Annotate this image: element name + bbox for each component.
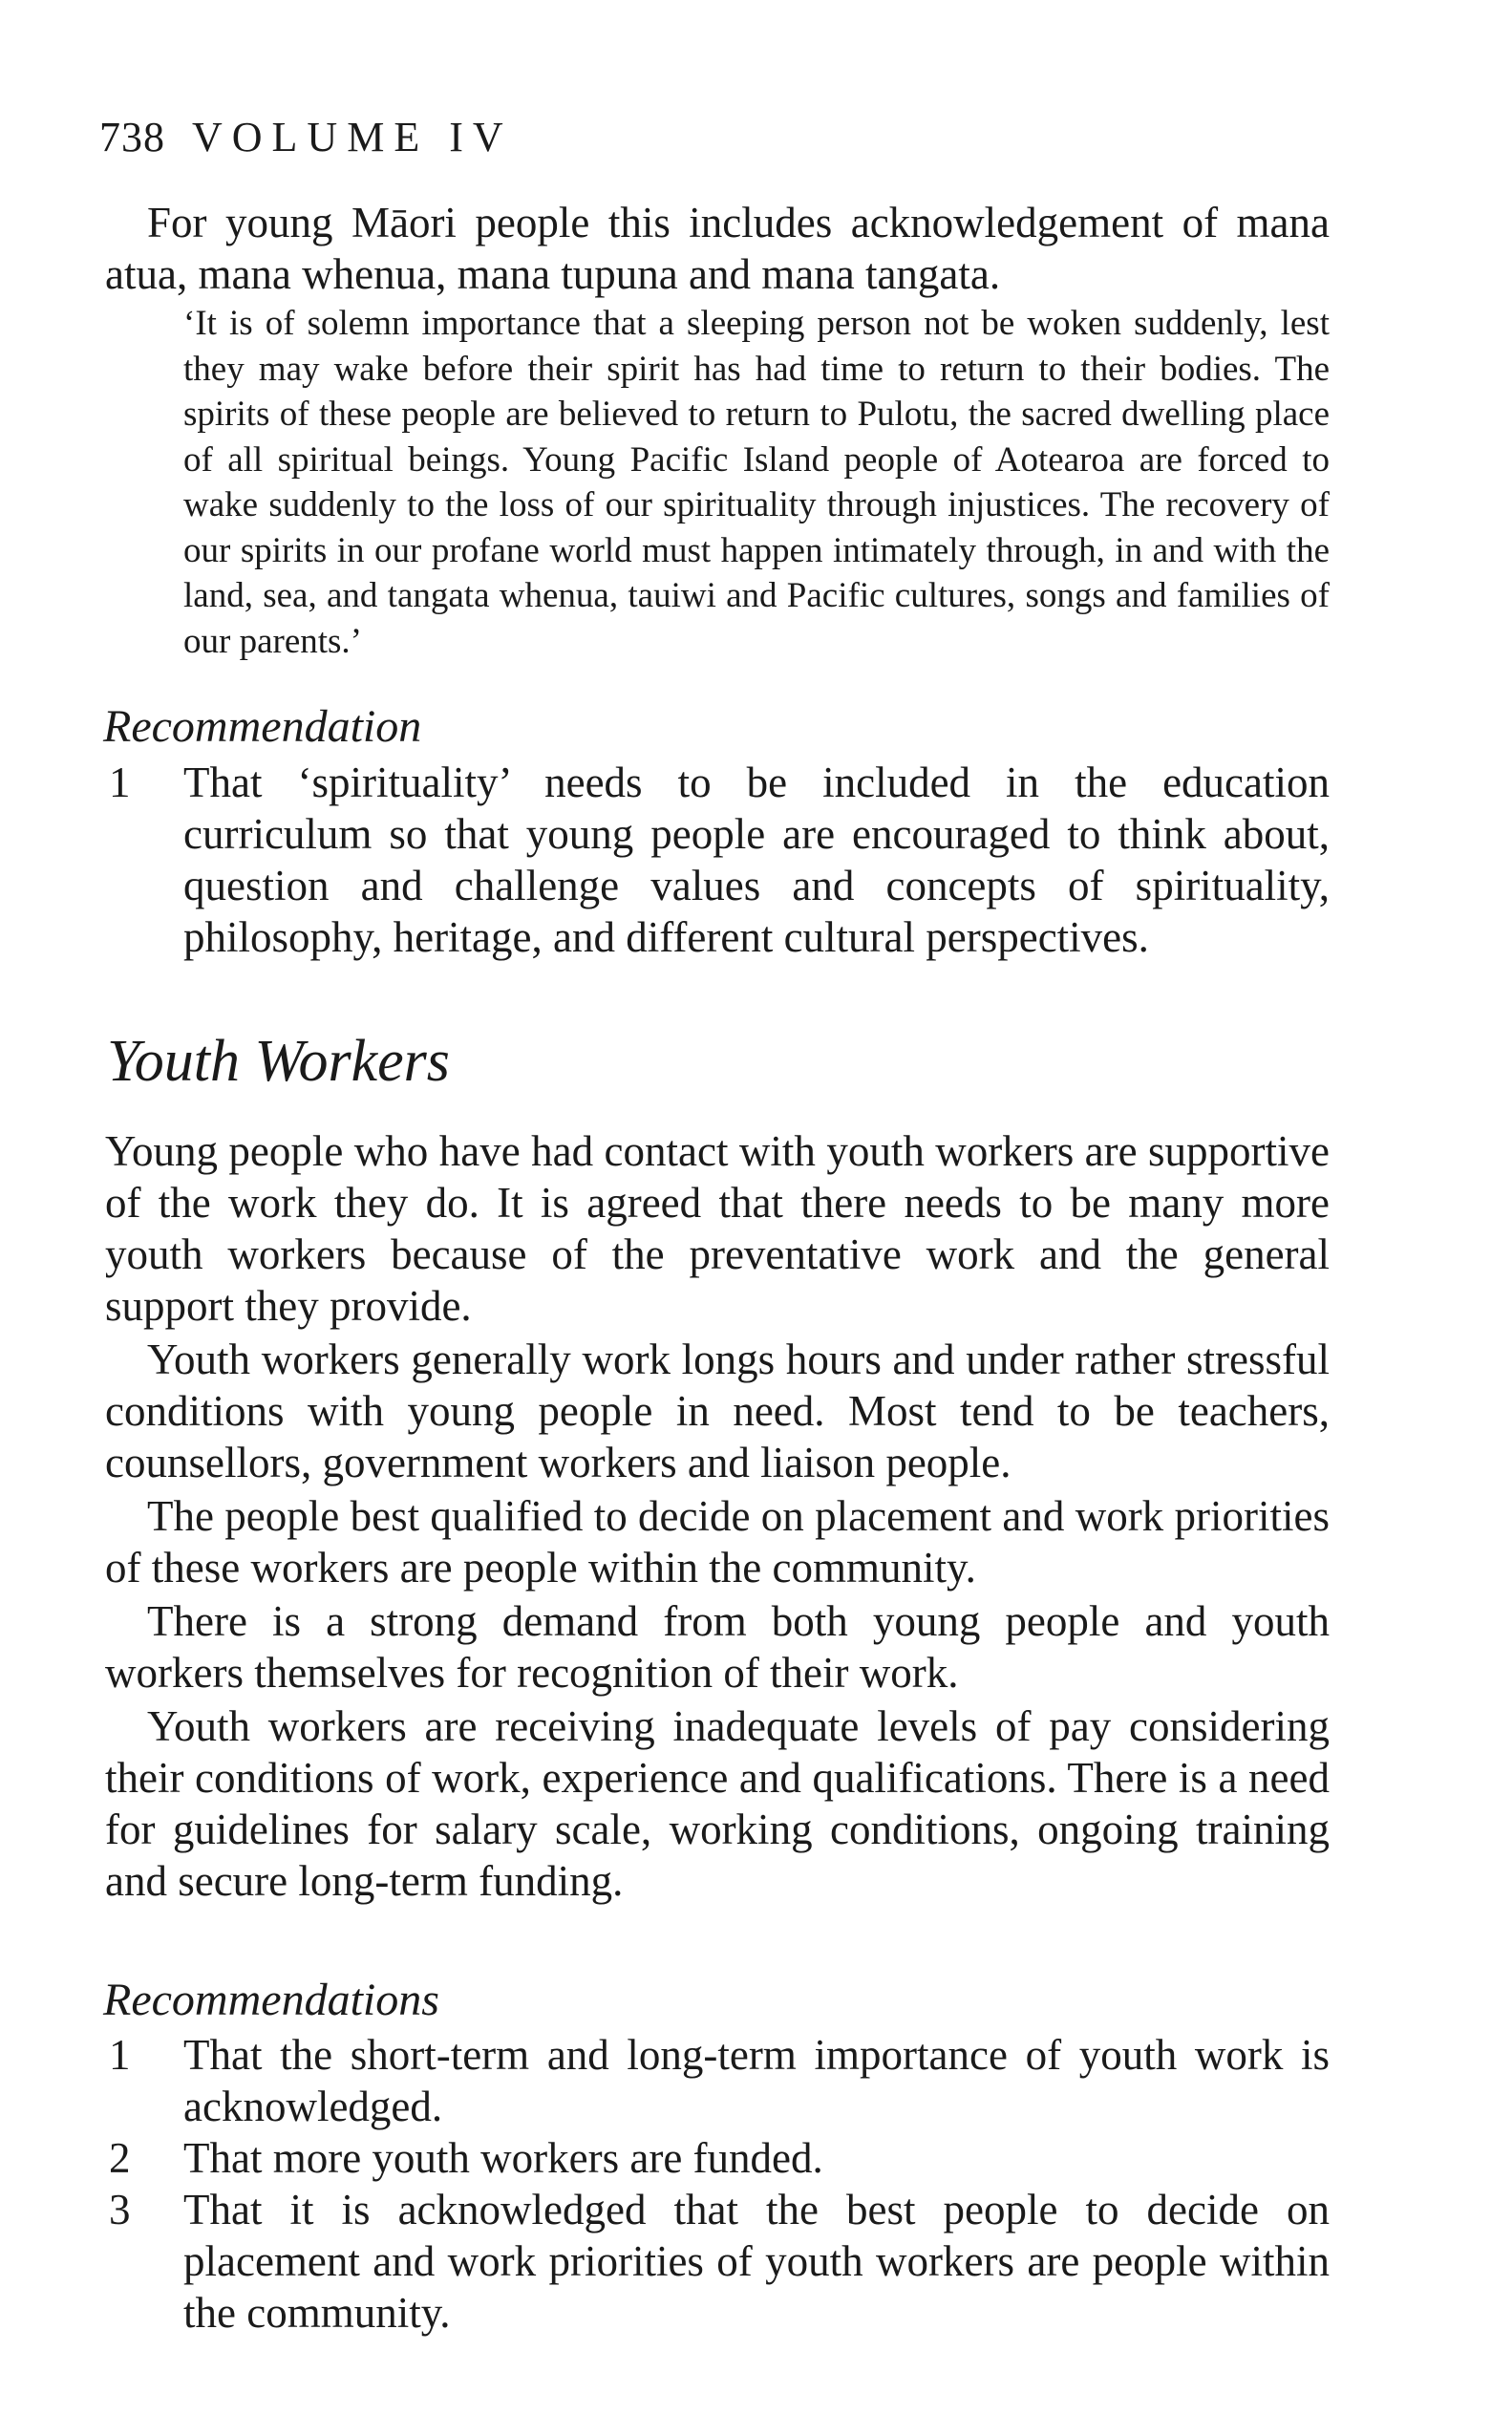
recommendation-number: 2	[109, 2134, 131, 2182]
body-text	[105, 1125, 1330, 1907]
paragraph: Youth workers generally work longs hours and under rather stressful conditions with young people in need. Most tend to be teachers, counsellors, government workers and liaison people.	[105, 1336, 1330, 1486]
running-header	[99, 113, 513, 161]
recommendation-number: 3	[109, 2186, 131, 2233]
volume-label: VOLUME IV	[192, 114, 513, 160]
intro-paragraph: For young Māori people this includes acknowledgement of mana atua, mana whenua, mana tupuna and mana tangata.	[105, 199, 1330, 298]
recommendation-text: That the short-term and long-term importance of youth work is acknowledged.	[183, 2031, 1330, 2130]
block-quote: ‘It is of solemn importance that a sleeping person not be woken suddenly, lest they may wake before their spirit has had time to return to their bodies. The spirits of these people are believed to return to Pulotu, the sacred dwelling place of all spiritual beings. Young Pacific Island people of Aotearoa are forced to wake suddenly to the loss of our spirituality through injustices. The recovery of our spirits in our profane world must happen intimately through, in and with the land, sea, and tangata whenua, tauiwi and Pacific cultures, songs and families of our parents.’	[183, 304, 1330, 661]
recommendation-item	[109, 2029, 1330, 2132]
recommendation-number: 1	[109, 759, 131, 806]
recommendation-text: That ‘spirituality’ needs to be included in the education curriculum so that young people are encouraged to think about, question and challenge values and concepts of spirituality, philosophy, heritage, and different cultural perspectives.	[183, 759, 1330, 961]
recommendation-item	[109, 2184, 1330, 2339]
recommendation-item	[109, 757, 1330, 963]
recommendation-item	[109, 2132, 1330, 2184]
recommendation-heading: Recommendation	[103, 701, 422, 752]
paragraph: The people best qualified to decide on placement and work priorities of these workers are people within the community.	[105, 1492, 1330, 1592]
page-number: 738	[99, 114, 165, 160]
paragraph: Young people who have had contact with youth workers are supportive of the work they do. It is agreed that there needs to be many more youth workers because of the preventative work and the general support they provide.	[105, 1127, 1330, 1330]
section-heading: Youth Workers	[107, 1029, 450, 1094]
recommendation-number: 1	[109, 2031, 131, 2079]
paragraph: Youth workers are receiving inadequate levels of pay considering their conditions of work, experience and qualifications. There is a need for guidelines for salary scale, working conditions, ongoing training and secure long-term funding.	[105, 1702, 1330, 1905]
recommendation-text: That more youth workers are funded.	[183, 2134, 823, 2182]
paragraph: There is a strong demand from both young people and youth workers themselves for recognition of their work.	[105, 1597, 1330, 1697]
recommendation-text: That it is acknowledged that the best people to decide on placement and work priorities of youth workers are people within the community.	[183, 2186, 1330, 2337]
recommendations-heading: Recommendations	[103, 1975, 439, 2025]
